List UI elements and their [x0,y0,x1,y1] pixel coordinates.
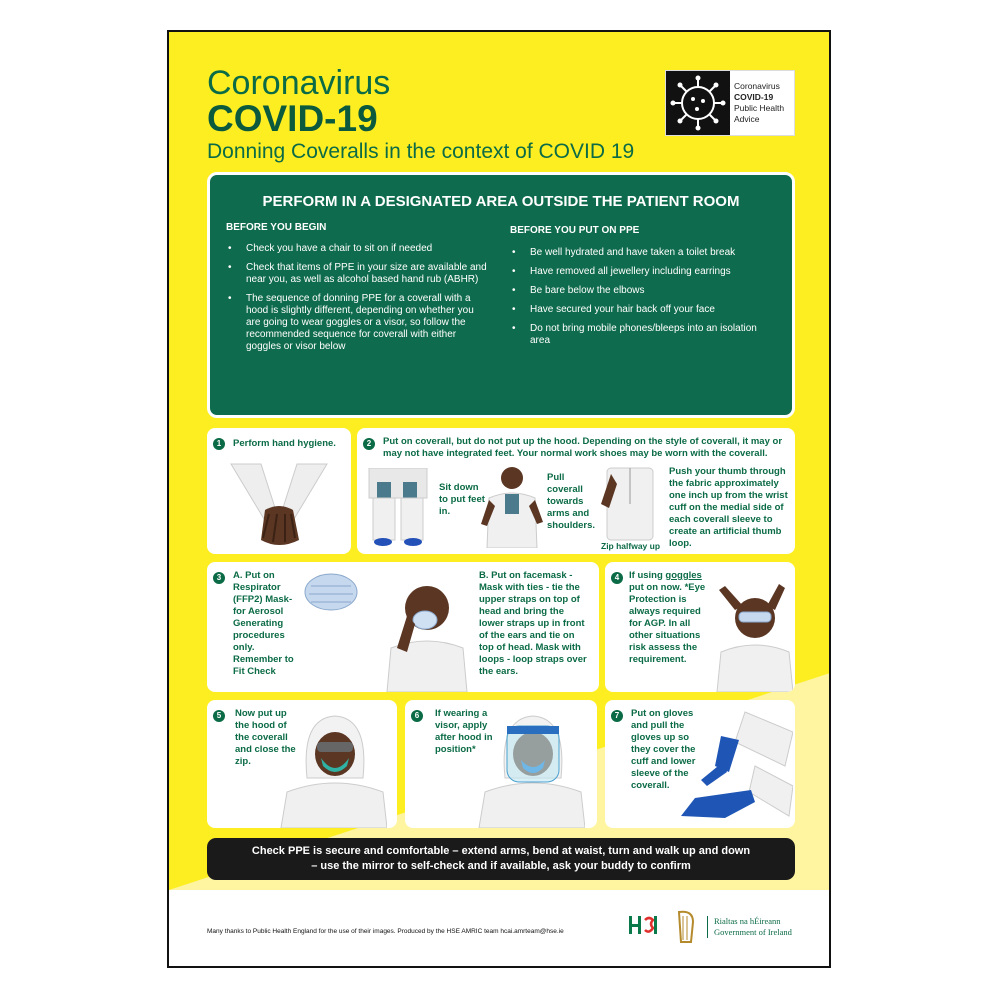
list-item: • Be well hydrated and have taken a toilet break [510,247,770,259]
check-ppe-banner [207,838,795,880]
step-4-card [605,562,795,692]
before-you-begin-title: BEFORE YOU BEGIN [226,222,327,233]
hood-up-illustration [277,708,387,828]
harp-icon [675,908,697,944]
banner-line-1: Check PPE is secure and comfortable – extend arms, bend at waist, turn and walk up and down [251,845,751,857]
pull-coverall-text: Pull coverall towards arms and shoulders. [547,472,596,531]
title-covid: COVID-19 [207,98,378,139]
step-1-text: Perform hand hygiene. [233,438,336,449]
title-coronavirus: Coronavirus [207,64,391,102]
poster-subtitle: Donning Coveralls in the context of COVID 19 [207,140,635,163]
hand-hygiene-illustration [227,454,331,550]
sit-down-text: Sit down to put feet in. [439,482,485,517]
list-item: • Check you have a chair to sit on if needed [226,243,488,255]
before-ppe-title: BEFORE YOU PUT ON PPE [510,225,640,236]
facemask-person-illustration [367,568,477,692]
step-6-text: If wearing a visor, apply after hood in position* [435,708,493,755]
step-7-text: Put on gloves and pull the gloves up so they cover the cuff and lower sleeve of the coverall. [631,708,696,791]
step-6-card [405,700,597,828]
footer-credit: Many thanks to Public Health England for the use of their images. Produced by the HSE AMRIC team hcai.amrteam@hse.ie [207,928,564,935]
sitting-coverall-illustration [363,468,435,548]
hse-logo-icon [627,912,661,938]
before-ppe-list [510,247,770,354]
zip-halfway-text: Zip halfway up [601,541,661,551]
step-5-text: Now put up the hood of the coverall and close the zip. [235,708,296,767]
step-5-card [207,700,397,828]
thumb-loop-text: Push your thumb through the fabric approximately one inch up from the wrist cuff on the medial side of each coverall sleeve to create an artificial thumb loop. [669,466,788,549]
step-number: 6 [411,710,423,722]
step-1-card [207,428,351,554]
logo-text: Coronavirus COVID-19 Public Health Advice [734,81,785,124]
banner-line-2: – use the mirror to self-check and if available, ask your buddy to confirm [311,860,691,872]
list-item: • Have secured your hair back off your face [510,304,770,316]
step-number: 7 [611,710,623,722]
list-item: • Be bare below the elbows [510,285,770,297]
goggles-person-illustration [709,576,793,692]
list-item: • Have removed all jewellery including earrings [510,266,770,278]
list-item: • Do not bring mobile phones/bleeps into an isolation area [510,323,770,347]
step-3b-text: B. Put on facemask - Mask with ties - tie the upper straps on top of head and bring the lower straps up in front of the ears and tie on top of head. Mask with loops - loop straps over the ears. [479,570,587,677]
step-4-text: If using goggles put on now. *Eye Protection is always required for AGP. In all other situations risk assess the requirement. [629,570,706,665]
step-7-card [605,700,795,828]
panel-heading: PERFORM IN A DESIGNATED AREA OUTSIDE THE PATIENT ROOM [262,193,740,210]
gloves-illustration [675,706,793,826]
before-you-begin-list [226,243,488,360]
list-item: • The sequence of donning PPE for a coverall with a hood is slightly different, depending on whether you are going to wear goggles or a visor, so follow the recommended sequence for coverall with either goggles or visor below [226,293,488,353]
visor-illustration [475,708,585,828]
step-3a-text: A. Put on Respirator (FFP2) Mask- for Aerosol Generating procedures only. Remember to Fit Check [233,570,294,677]
footer [169,890,831,968]
government-of-ireland-text: Rialtas na hÉireann Government of Ireland [707,916,792,938]
step-number: 5 [213,710,225,722]
step-number: 2 [363,438,375,450]
step-3-card [207,562,599,692]
step-number: 4 [611,572,623,584]
step-2-card [357,428,795,554]
pull-coverall-illustration [479,464,545,548]
zip-coverall-illustration [597,464,663,542]
public-health-logo [665,70,795,136]
list-item: • Check that items of PPE in your size are available and near you, as well as alcohol based hand rub (ABHR) [226,262,488,286]
virus-icon [666,71,730,135]
step-number: 1 [213,438,225,450]
instructions-panel [207,172,795,418]
step-2-text: Put on coverall, but do not put up the hood. Depending on the style of coverall, it may or may not have integrated feet. Your normal work shoes may be worn with the coverall. [383,436,783,459]
poster [167,30,831,968]
step-number: 3 [213,572,225,584]
